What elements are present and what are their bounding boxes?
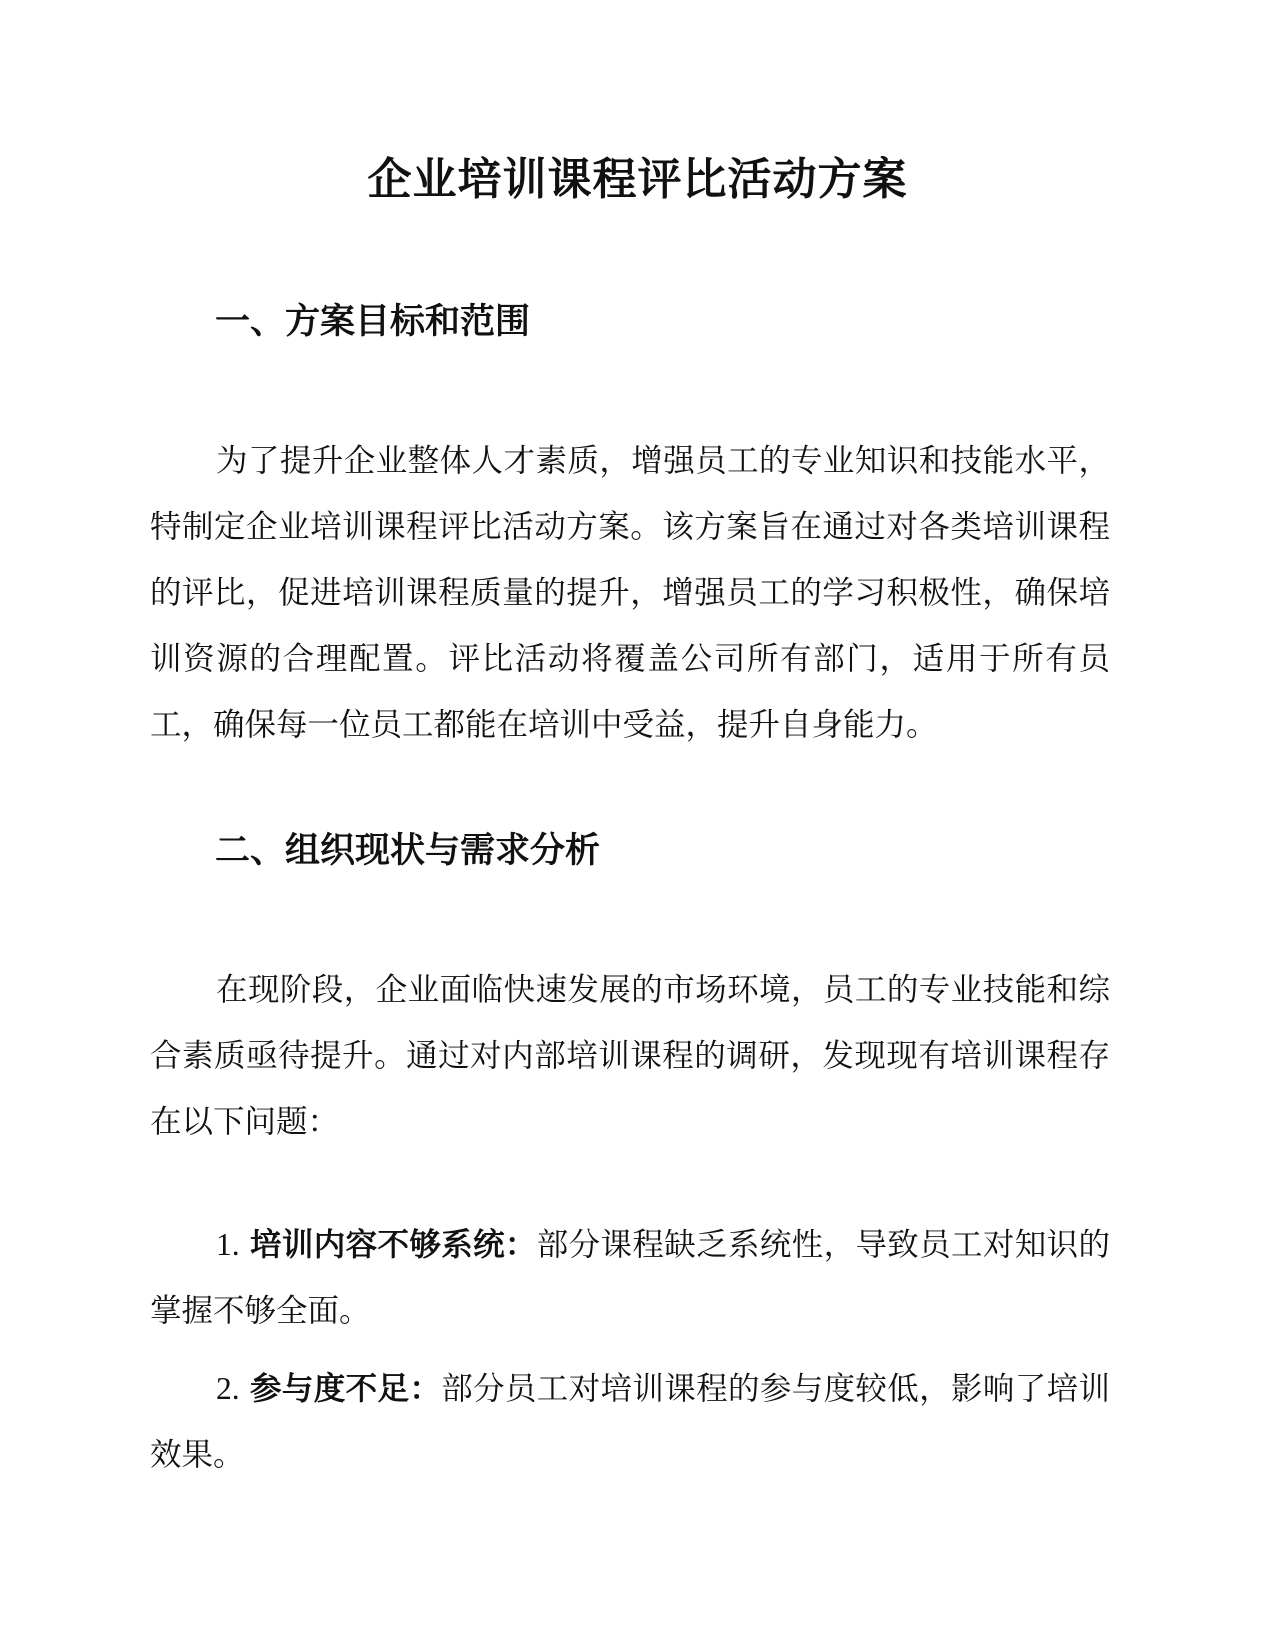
document-title: 企业培训课程评比活动方案 <box>367 154 908 205</box>
list-item-text: 部分课程缺乏系统性，导致员工对知识的掌握不够全面。 <box>150 1227 1110 1329</box>
list-item-label: 参与度不足： <box>250 1371 442 1407</box>
section-2-paragraph: 在现阶段，企业面临快速发展的市场环境，员工的专业技能和综合素质亟待提升。通过对内部培训课程的调研，发现现有培训课程存在以下问题： <box>150 972 1110 1140</box>
list-item <box>150 1212 1110 1344</box>
list-item <box>150 1356 1110 1488</box>
list-item-number: 1. <box>216 1227 240 1262</box>
section-heading-1: 一、方案目标和范围 <box>215 302 531 342</box>
section-1-paragraph: 为了提升企业整体人才素质，增强员工的专业知识和技能水平，特制定企业培训课程评比活动方案。该方案旨在通过对各类培训课程的评比，促进培训课程质量的提升，增强员工的学习积极性，确保培训资源的合理配置。评比活动将覆盖公司所有部门，适用于所有员工，确保每一位员工都能在培训中受益，提升自身能力。 <box>150 443 1110 743</box>
list-item-number: 2. <box>216 1371 240 1406</box>
section-heading-2: 二、组织现状与需求分析 <box>215 831 601 871</box>
list-item-text: 部分员工对培训课程的参与度较低，影响了培训效果。 <box>150 1371 1110 1473</box>
list-item-label: 培训内容不够系统： <box>250 1227 537 1263</box>
